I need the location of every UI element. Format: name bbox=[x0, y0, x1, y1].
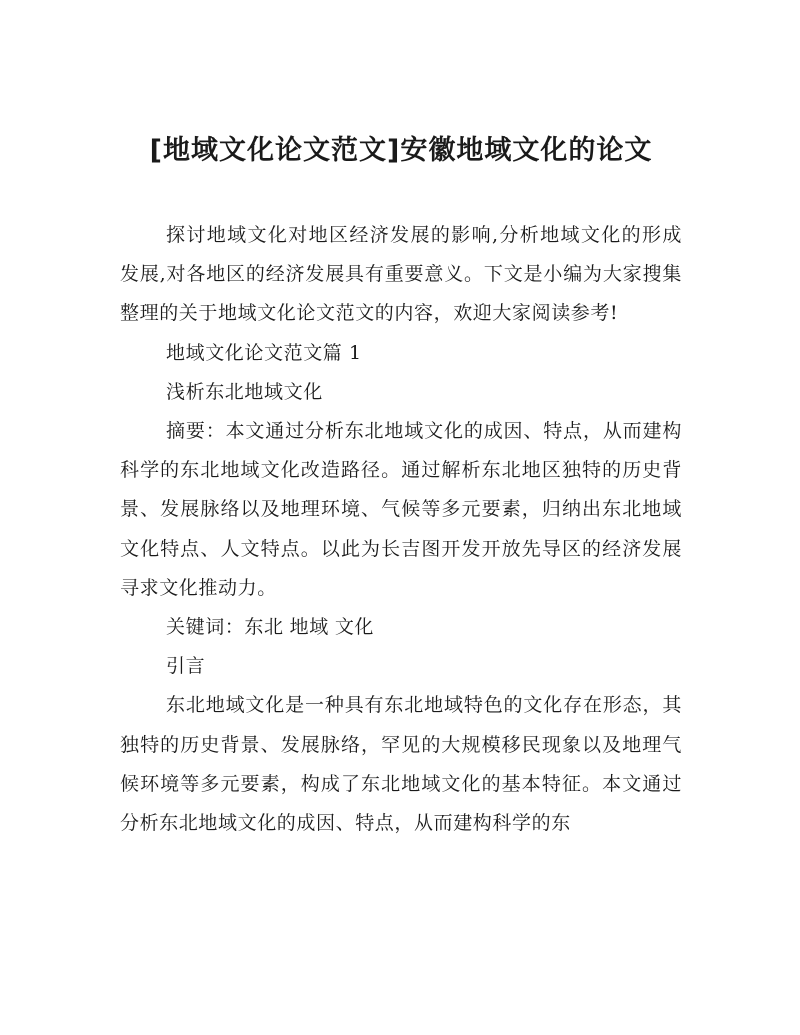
section-heading: 地域文化论文范文篇 1 bbox=[166, 341, 362, 364]
keywords-line bbox=[120, 608, 682, 647]
paper-title: 浅析东北地域文化 bbox=[166, 380, 323, 403]
body-paragraph: 东北地域文化是一种具有东北地域特色的文化存在形态，其独特的历史背景、发展脉络，罕见的大规模移民现象以及地理气候环境等多元要素，构成了东北地域文化的基本特征。本文通过分析东北地域文化的成因、特点，从而建构科学的东 bbox=[120, 694, 682, 835]
keywords-label: 关键词： bbox=[166, 616, 245, 639]
document-title: [地域文化论文范文]安徽地域文化的论文 bbox=[149, 135, 653, 166]
keyword: 地域 bbox=[289, 616, 329, 639]
intro-heading: 引言 bbox=[166, 655, 206, 678]
intro-paragraph: 探讨地域文化对地区经济发展的影响,分析地域文化的形成发展,对各地区的经济发展具有重要意义。下文是小编为大家搜集整理的关于地域文化论文范文的内容，欢迎大家阅读参考! bbox=[120, 224, 682, 325]
abstract-paragraph: 摘要：本文通过分析东北地域文化的成因、特点，从而建构科学的东北地域文化改造路径。通过解析东北地区独特的历史背景、发展脉络以及地理环境、气候等多元要素，归纳出东北地域文化特点、人文特点。以此为长吉图开发开放先导区的经济发展寻求文化推动力。 bbox=[120, 420, 682, 599]
document-body bbox=[120, 216, 682, 843]
keyword: 东北 bbox=[244, 616, 284, 639]
keyword: 文化 bbox=[334, 616, 375, 639]
